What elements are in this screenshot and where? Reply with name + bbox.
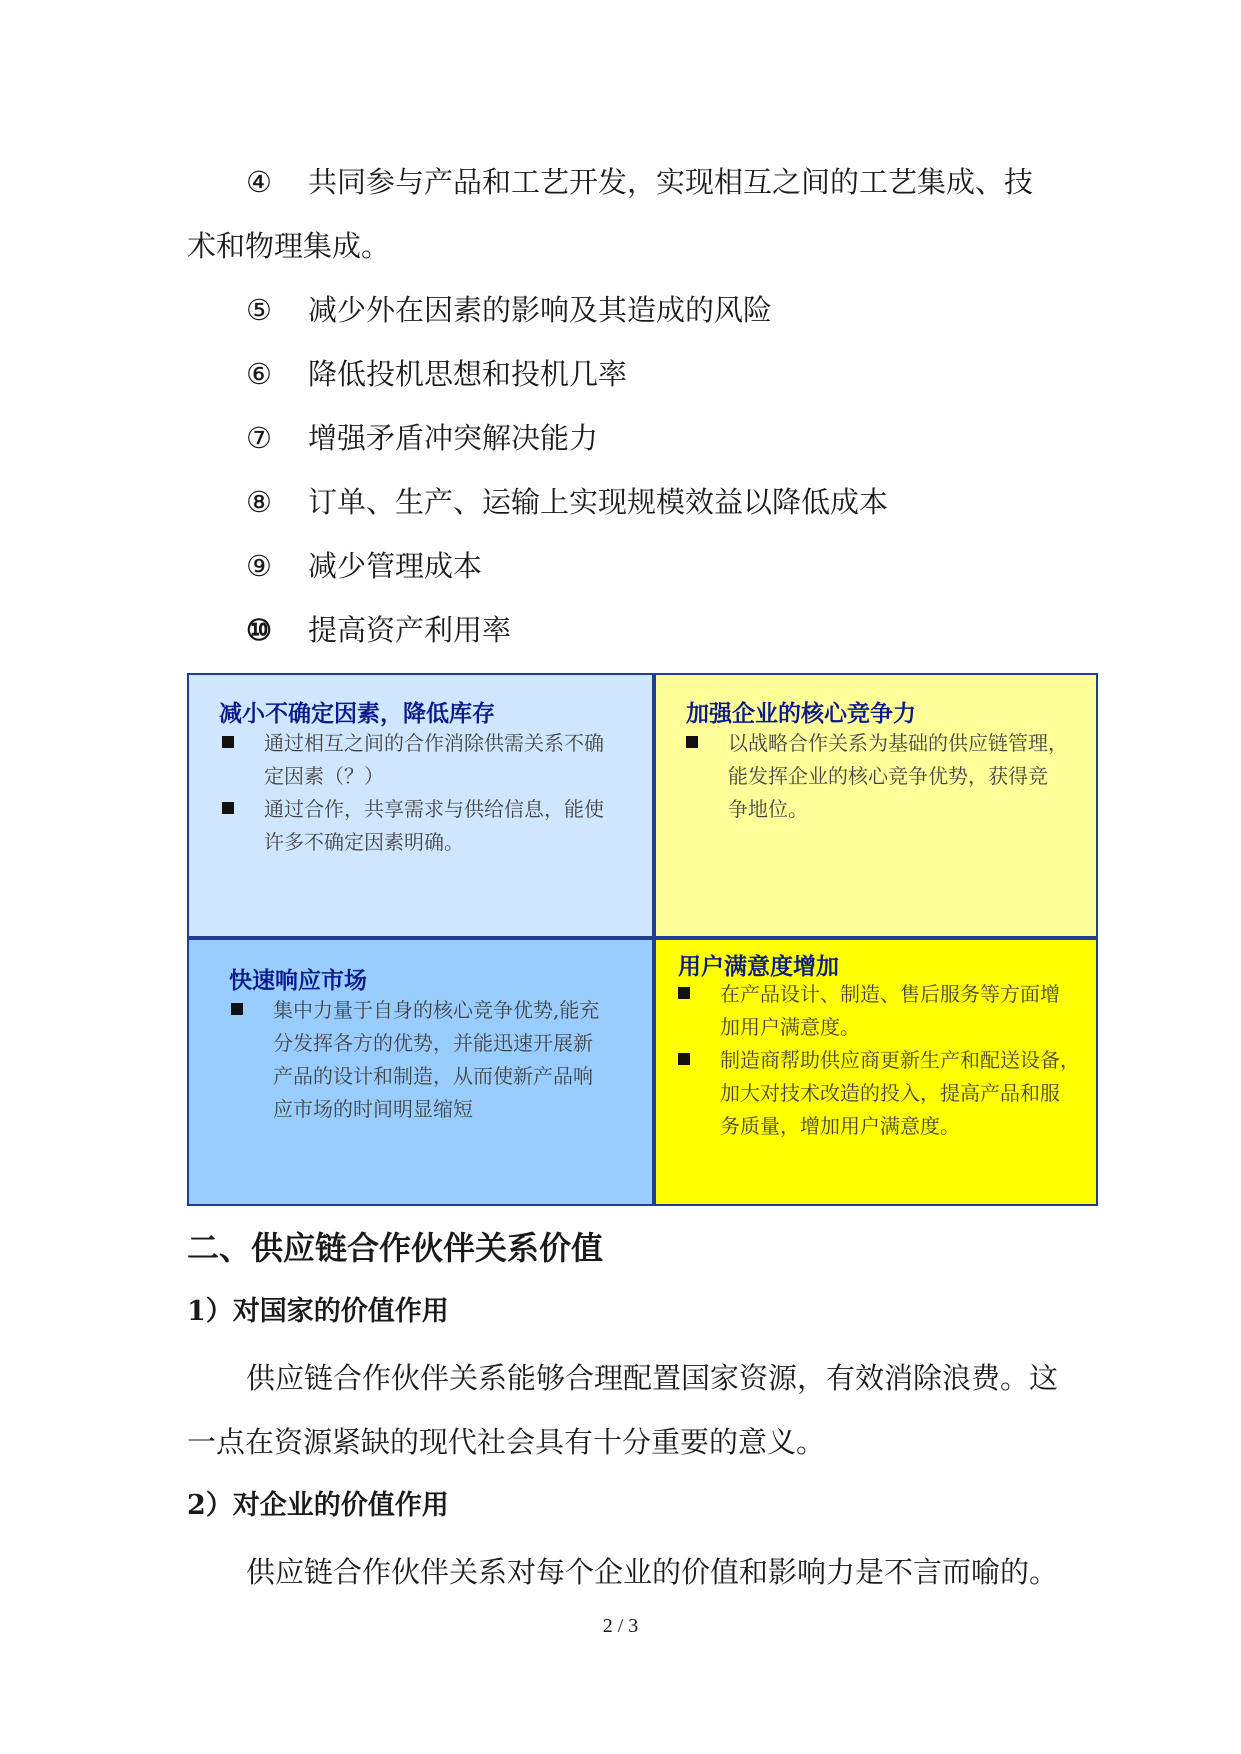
bullet-line: 通过合作，共享需求与供给信息，能使	[264, 797, 604, 821]
quadrant-title: 减小不确定因素，降低库存	[219, 700, 495, 727]
circled-number-4: ④	[246, 165, 272, 199]
quadrant-bottom-left	[187, 938, 654, 1206]
list-item-10	[246, 610, 511, 650]
paragraph-line: 供应链合作伙伴关系对每个企业的价值和影响力是不言而喻的。	[246, 1555, 1059, 1589]
quadrant-title: 快速响应市场	[229, 967, 367, 994]
bullet-square-icon	[231, 1003, 243, 1015]
list-item-text: 降低投机思想和投机几率	[308, 357, 628, 391]
bullet-line: 在产品设计、制造、售后服务等方面增	[720, 982, 1060, 1006]
quadrant-title: 用户满意度增加	[678, 953, 839, 980]
list-item-text: 共同参与产品和工艺开发，实现相互之间的工艺集成、技	[308, 165, 1034, 199]
section-heading: 二、供应链合作伙伴关系价值	[187, 1229, 604, 1267]
bullet-square-icon	[222, 736, 234, 748]
quadrant-bullet	[264, 727, 644, 793]
bullet-line: 集中力量于自身的核心竞争优势,能充	[273, 998, 600, 1022]
bullet-square-icon	[222, 802, 234, 814]
quadrant-bullet	[728, 727, 1096, 826]
circled-number-6: ⑥	[246, 357, 272, 391]
quadrant-bullet	[720, 978, 1096, 1044]
list-item-7	[246, 418, 598, 458]
list-item-5	[246, 290, 772, 330]
subsection-heading-2: 2）对企业的价值作用	[187, 1490, 449, 1521]
bullet-line: 定因素（？）	[264, 764, 384, 788]
list-item-text: 减少外在因素的影响及其造成的风险	[308, 293, 773, 327]
quadrant-bullet	[264, 793, 644, 859]
page-number: 2 / 3	[602, 1615, 639, 1637]
paragraph-line: 供应链合作伙伴关系能够合理配置国家资源，有效消除浪费。这	[246, 1361, 1059, 1395]
bullet-square-icon	[686, 736, 698, 748]
list-item-4-continuation: 术和物理集成。	[187, 229, 391, 263]
paragraph-line: 一点在资源紧缺的现代社会具有十分重要的意义。	[187, 1425, 826, 1459]
list-item-text: 提高资产利用率	[308, 613, 512, 647]
bullet-line: 通过相互之间的合作消除供需关系不确	[264, 731, 604, 755]
bullet-line: 以战略合作关系为基础的供应链管理，	[728, 731, 1068, 755]
bullet-line: 加用户满意度。	[720, 1015, 860, 1039]
list-item-6	[246, 354, 627, 394]
bullet-line: 分发挥各方的优势，并能迅速开展新	[273, 1031, 593, 1055]
circled-number-8: ⑧	[246, 485, 272, 519]
circled-number-5: ⑤	[246, 293, 272, 327]
list-item-text: 订单、生产、运输上实现规模效益以降低成本	[308, 485, 889, 519]
list-item-text: 减少管理成本	[308, 549, 483, 583]
quadrant-title: 加强企业的核心竞争力	[686, 700, 916, 727]
list-item-8	[246, 482, 888, 522]
bullet-line: 产品的设计和制造，从而使新产品响	[273, 1064, 593, 1088]
bullet-line: 许多不确定因素明确。	[264, 830, 464, 854]
bullet-square-icon	[678, 1053, 690, 1065]
list-item-4	[246, 162, 1033, 202]
bullet-line: 制造商帮助供应商更新生产和配送设备，	[720, 1048, 1080, 1072]
quadrant-bullet	[720, 1044, 1096, 1143]
list-item-9	[246, 546, 482, 586]
quadrant-bottom-right	[654, 938, 1098, 1206]
quadrant-bullet	[273, 994, 645, 1126]
list-item-text: 增强矛盾冲突解决能力	[308, 421, 599, 455]
bullet-line: 应市场的时间明显缩短	[273, 1097, 473, 1121]
bullet-line: 加大对技术改造的投入，提高产品和服	[720, 1081, 1060, 1105]
quadrant-top-right	[654, 673, 1098, 938]
bullet-line: 务质量，增加用户满意度。	[720, 1114, 960, 1138]
circled-number-7: ⑦	[246, 421, 272, 455]
bullet-square-icon	[678, 987, 690, 999]
bullet-line: 能发挥企业的核心竞争优势，获得竞	[728, 764, 1048, 788]
circled-number-9: ⑨	[246, 549, 272, 583]
bullet-line: 争地位。	[728, 797, 808, 821]
quadrant-top-left	[187, 673, 654, 938]
circled-number-10: ⑩	[246, 613, 272, 647]
subsection-heading-1: 1）对国家的价值作用	[187, 1296, 449, 1327]
